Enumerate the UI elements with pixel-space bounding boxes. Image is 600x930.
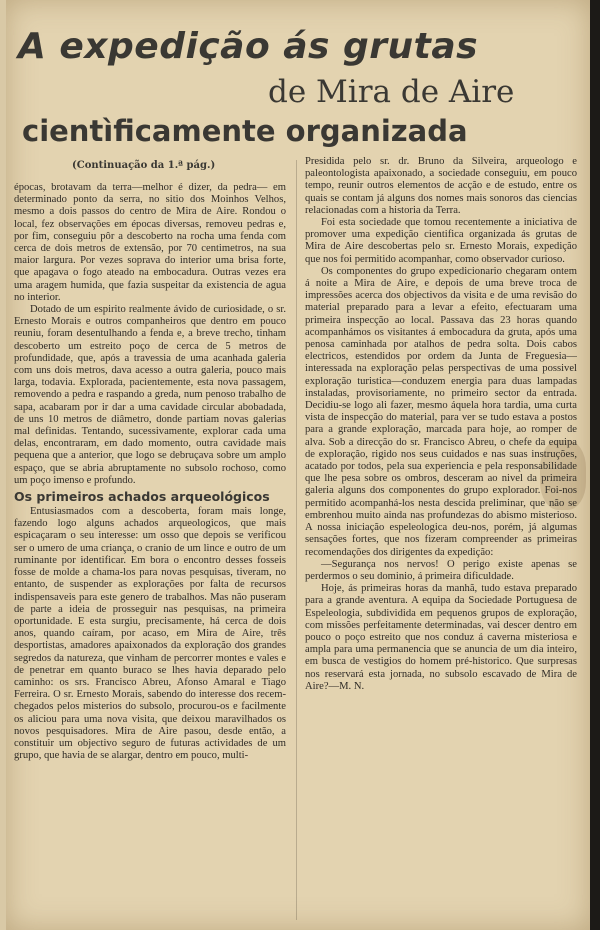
paragraph: —Segurança nos nervos! O perigo existe apenas se perdermos o seu dominio, á primeira dificuldade. [305,558,577,582]
subheading: Os primeiros achados arqueológicos [14,489,270,505]
paragraph: Foi esta sociedade que tomou recentemente a iniciativa de promover uma expedição cientifica organizada ás grutas de Mira de Aire descobertas pelo sr. Ernesto Morais, expedição que nos foi permitido acompanhar, como observador curioso. [305,217,577,265]
paragraph: Entusiasmados com a descoberta, foram mais longe, fazendo logo alguns achados arqueologicos, que mais espicaçaram o seu interesse: um osso que depois se verificou ser o umero de uma criança, o cranio de um lince e outro de um ruminante por identificar. Em bora o encontro desses fosseis fosse de molde a chama-los para novas pesquisas, tiveram, no entanto, de suspender as explorações por falta de recursos indispensaveis para este genero de trabalhos. Mas não puseram de parte a ideia de prosseguir nas pesquisas, na primeira oportunidade. E esta surgiu, precisamente, há cerca de dois anos, quando caíram, por acaso, em Mira de Aire, três desportistas, amadores apaixonados da exploração dos grandes segredos da natureza, que vinham de percorrer montes e vales e de penetrar em quanto buraco se lhes havia deparado pelo caminho: os srs. Francisco Abreu, Afonso Amaral e Tiago Ferreira. O sr. Ernesto Morais, sabendo do interesse dos recem-chegados pelos misterios do subsolo, procurou-os e facilmente os aliciou para uma nova visita, que deixou maravilhados os novos pesquisadores. Mira de Aire pasou, desde então, a constituir um objectivo seguro de futuras actividades de um grupo, que havia de se alargar, dentro em pouco, multi- [14,506,286,762]
headline-line-3: cientìficamente organizada [22,114,468,148]
paragraph: Hoje, ás primeiras horas da manhã, tudo estava preparado para a grande aventura. A equipa da Sociedade Portuguesa de Espeleologia, subdividida em pequenos grupos de exploração, com missões perfeitamente determinadas, vai descer dentro em pouco o poço estreito que nos conduz á caverna misteriosa e ampla para uma permanencia que se anuncia de um dia inteiro, em busca de vestigios do homem pré-historico. Que surpresas nos reservará esta jornada, no subsolo escavado de Mira de Aire?—M. N. [305,583,577,692]
scan-border [590,0,600,930]
paragraph: Dotado de um espirito realmente ávido de curiosidade, o sr. Ernesto Morais e outros companheiros que dentro em pouco reuniu, foram desentulhando a fenda e, a breve trecho, tinham descoberto um estreito poço de cerca de 5 metros de profundidade, que, após a travessia de uma acanhada galeria com uns dois metros, dava acesso a outra galeria, pouco mais larga, todavia. Explorada, pacientemente, esta nova passagem, removendo a pedra e raspando a greda, num penoso trabalho de sapa, acabaram por ir dar a uma cavidade circular abobadada, de uns 10 metros de diâmetro, donde partiam novas galerias mal definidas. Tentando, sucessivamente, explorar cada uma delas, encontraram, em dado momento, outra cavidade mais pequena que a anterior, que logo se debruçava sobre um amplo espaço, que se abria abruptamente no subsolo rochoso, como um poço imenso e profundo. [14,304,286,486]
column-divider [296,160,297,920]
right-column [305,156,577,896]
left-column [14,182,286,927]
paragraph: Os componentes do grupo expedicionario chegaram ontem á noite a Mira de Aire, e depois de uma breve troca de impressões acerca dos objectivos da visita e de uma revisão do material preparado para a levar a efeito, efectuaram uma primeira inspecção ao local. Passava das 23 horas quando acompanhámos os visitantes á embocadura da gruta, após uma penosa caminhada por atalhos de pedra solta. Dois cabos electricos, estendidos por ordem da Junta de Freguesia—interessada na exploração pelas perspectivas de uma possivel exploração turistica—conduzem energia para duas lampadas instaladas, provisoriamente, no primeiro sector da entrada. Decidiu-se logo ali fazer, mesmo áquela hora tardia, uma curta vista de inspecção do material, para ver se tudo estava a postos para a grande exploração, marcada para hoje, ao romper de alva. Sob a direcção do sr. Francisco Abreu, o chefe da equipa de exploração, rigido nos seus cuidados e nas suas instruções, acatado por todos, pela sua experiencia e pela responsabilidade que lhe pesa sobre os ombros, desceram ao nivel da primeira galeria alguns dos componentes do grupo explorador. Foi-nos permitido acompanhá-los nesta descida preliminar, que não se embrenhou muito ainda nas profundezas do abismo misterioso. A nossa iniciação espeleologica deu-nos, porém, já algumas sensações fortes, que nos fizeram compreender as primeiras recomendações dos dirigentes da expedição: [305,265,577,558]
paragraph: épocas, brotavam da terra—melhor é dizer, da pedra— em determinado ponto da serra, no sitio dos Moinhos Velhos, mesmo a dois passos do centro de Mira de Aire. Rondou o local, fez observações em épocas diversas, removeu pedras e, por fim, conseguiu pôr a descoberto na rocha uma fenda com cerca de dois metros de extensão, por 70 centimetros, na sua maior largura. Por vezes soprava do interior uma brisa forte, que apagava o fogo ateado na embocadura. Outras vezes era uma aragem humida, que fazia suspeitar da existencia de agua no interior. [14,182,286,303]
headline-line-2: de Mira de Aire [268,74,515,110]
paragraph: Presidida pelo sr. dr. Bruno da Silveira, arqueologo e paleontologista apaixonado, a sociedade conseguiu, em pouco tempo, reunir outros elementos de acção e de estudo, entre os quais se contam já alguns dos nomes mais sonoros das ciencias relacionadas com a historia da Terra. [305,156,577,216]
continuation-note: (Continuação da 1.ª pág.) [72,160,216,171]
headline-line-1: A expedição ás grutas [18,26,479,67]
